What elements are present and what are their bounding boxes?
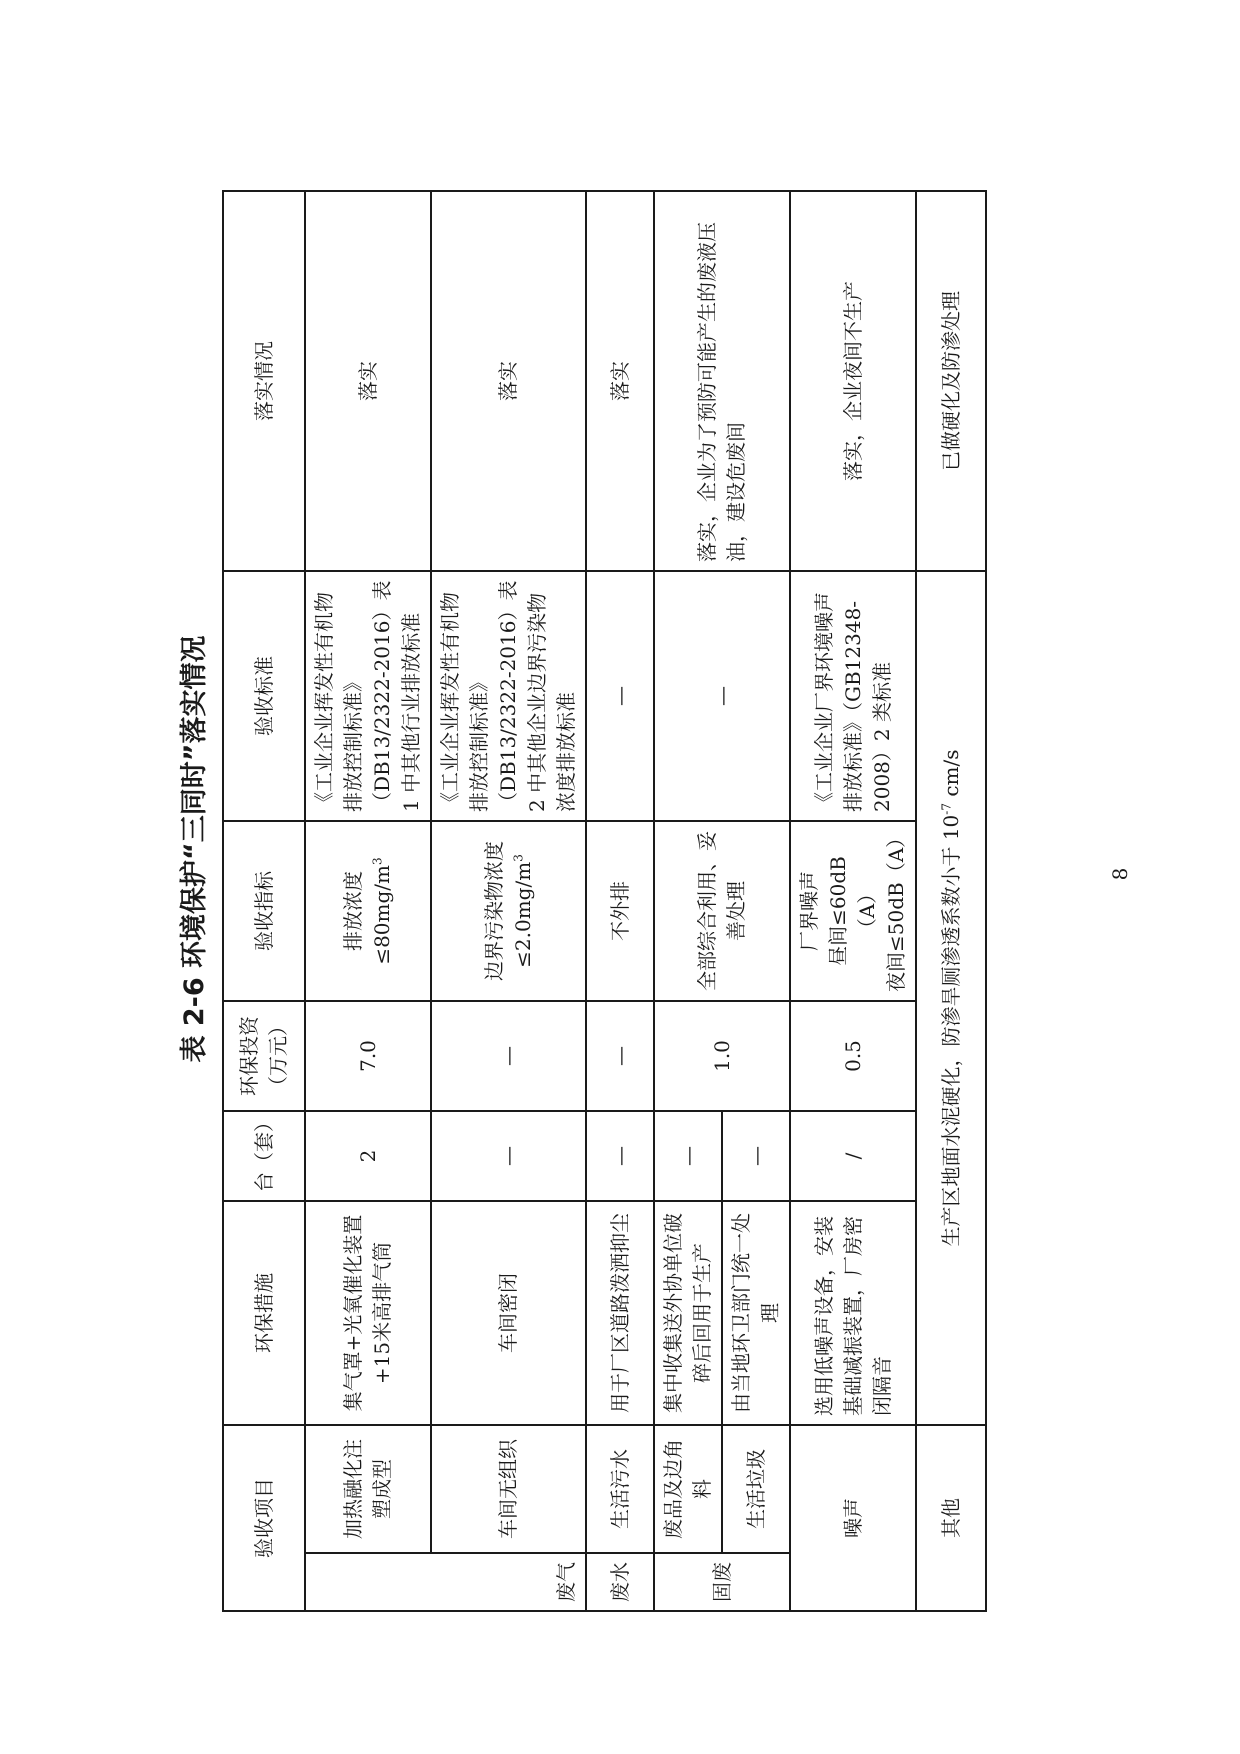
header-count: 台（套） bbox=[223, 1111, 305, 1201]
indicator-line: 边界污染物浓度 bbox=[481, 841, 506, 981]
table-row bbox=[305, 191, 431, 1611]
indicator-line: 昼间≤60dB（A） bbox=[826, 856, 879, 966]
indicator-cell: 全部综合利用、妥善处理 bbox=[654, 821, 790, 1001]
status-cell: 落实，企业夜间不生产 bbox=[790, 191, 916, 571]
table-title: 表 2-6 环境保护“三同时”落实情况 bbox=[179, 635, 210, 1063]
page-number: 8 bbox=[1108, 867, 1132, 881]
status-cell: 落实，企业为了预防可能产生的废液压油，建设危废间 bbox=[654, 191, 790, 571]
indicator-line: 排放浓度 bbox=[341, 871, 365, 951]
invest-cell: — bbox=[586, 1001, 654, 1111]
table-row bbox=[916, 191, 986, 1611]
header-row bbox=[223, 191, 305, 1611]
table-row bbox=[586, 191, 654, 1611]
measure-cell: 用于厂区道路泼洒抑尘 bbox=[586, 1201, 654, 1425]
indicator-cell bbox=[431, 821, 586, 1001]
measure-cell: 集气罩+光氧催化装置+15米高排气筒 bbox=[305, 1201, 431, 1425]
item-cell: 生活污水 bbox=[586, 1425, 654, 1553]
count-cell: — bbox=[654, 1111, 722, 1201]
count-cell: — bbox=[431, 1111, 586, 1201]
superscript: 3 bbox=[370, 857, 385, 865]
status-cell: 落实 bbox=[431, 191, 586, 571]
standard-cell: — bbox=[586, 571, 654, 821]
measure-cell: 由当地环卫部门统一处理 bbox=[722, 1201, 790, 1425]
table-row bbox=[654, 191, 722, 1611]
count-cell: / bbox=[790, 1111, 916, 1201]
category-air: 废气 bbox=[305, 1553, 586, 1611]
measure-cell: 选用低噪声设备，安装基础减振装置，厂房密闭隔音 bbox=[790, 1201, 916, 1425]
invest-cell: 0.5 bbox=[790, 1001, 916, 1111]
table-row bbox=[431, 191, 586, 1611]
item-cell: 加热融化注塑成型 bbox=[305, 1425, 431, 1553]
standard-cell: 《工业企业厂界环境噪声排放标准》（GB12348-2008）2 类标准 bbox=[790, 571, 916, 821]
count-cell: — bbox=[586, 1111, 654, 1201]
indicator-line: ≤80mg/m bbox=[370, 864, 394, 965]
measure-cell: 集中收集送外协单位破碎后回用于生产 bbox=[654, 1201, 722, 1425]
standard-cell: 《工业企业挥发性有机物排放控制标准》（DB13/2322-2016）表 1 中其他行业排放标准 bbox=[305, 571, 431, 821]
note-text: 生产区地面水泥硬化，防渗旱厕渗透系数小于 10 bbox=[938, 814, 963, 1247]
superscript: 3 bbox=[510, 854, 525, 862]
standard-cell: — bbox=[654, 571, 790, 821]
invest-cell: 1.0 bbox=[654, 1001, 790, 1111]
item-cell: 生活垃圾 bbox=[722, 1425, 790, 1553]
invest-cell: — bbox=[431, 1001, 586, 1111]
status-cell: 已做硬化及防渗处理 bbox=[916, 191, 986, 571]
status-cell: 落实 bbox=[586, 191, 654, 571]
superscript: -7 bbox=[938, 803, 953, 815]
status-cell: 落实 bbox=[305, 191, 431, 571]
category-water: 废水 bbox=[586, 1553, 654, 1611]
header-invest: 环保投资（万元） bbox=[223, 1001, 305, 1111]
invest-cell: 7.0 bbox=[305, 1001, 431, 1111]
indicator-line: 厂界噪声 bbox=[797, 871, 821, 951]
indicator-line: 夜间≤50dB（A） bbox=[884, 827, 908, 992]
table-row bbox=[790, 191, 916, 1611]
header-measure: 环保措施 bbox=[223, 1201, 305, 1425]
measure-cell: 车间密闭 bbox=[431, 1201, 586, 1425]
indicator-cell bbox=[790, 821, 916, 1001]
compliance-table bbox=[222, 190, 987, 1612]
indicator-line: ≤2.0mg/m bbox=[510, 861, 535, 968]
count-cell: 2 bbox=[305, 1111, 431, 1201]
header-standard: 验收标准 bbox=[223, 571, 305, 821]
note-cell bbox=[916, 571, 986, 1425]
header-item: 验收项目 bbox=[223, 1425, 305, 1611]
item-cell: 噪声 bbox=[790, 1425, 916, 1611]
indicator-cell bbox=[305, 821, 431, 1001]
item-cell: 废品及边角料 bbox=[654, 1425, 722, 1553]
indicator-cell: 不外排 bbox=[586, 821, 654, 1001]
header-indicator: 验收指标 bbox=[223, 821, 305, 1001]
standard-cell: 《工业企业挥发性有机物排放控制标准》（DB13/2322-2016）表 2 中其他企业边界污染物浓度排放标准 bbox=[431, 571, 586, 821]
item-cell: 车间无组织 bbox=[431, 1425, 586, 1553]
category-solid: 固废 bbox=[654, 1553, 790, 1611]
item-cell: 其他 bbox=[916, 1425, 986, 1611]
header-status: 落实情况 bbox=[223, 191, 305, 571]
count-cell: — bbox=[722, 1111, 790, 1201]
note-unit: cm/s bbox=[938, 749, 963, 804]
